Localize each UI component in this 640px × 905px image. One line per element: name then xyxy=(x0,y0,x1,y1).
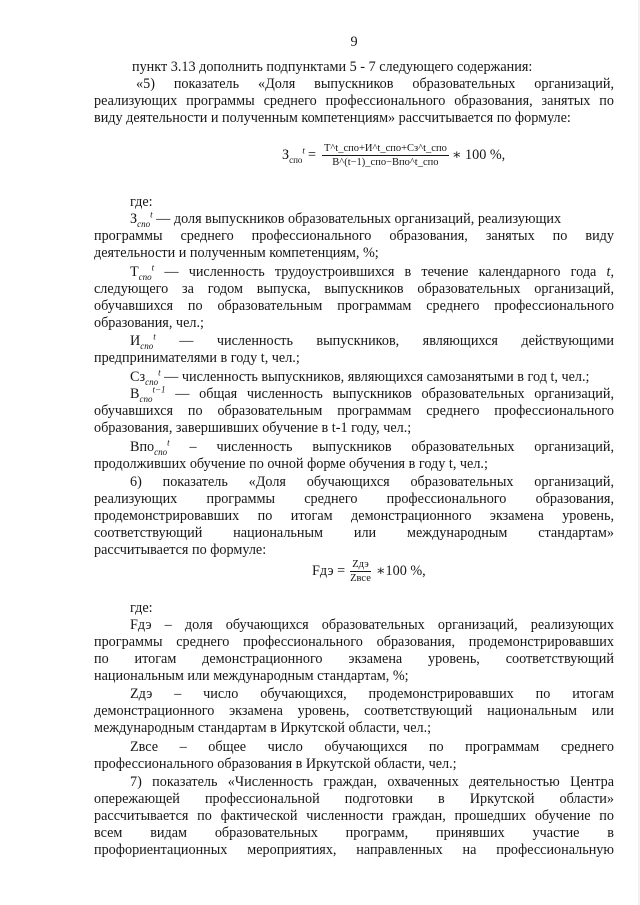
def-t-line3: обучавшихся по образовательным программам среднего профессионального xyxy=(94,298,614,314)
def-zall-line2: профессионального образования в Иркутской области, чел.; xyxy=(94,756,457,772)
def-v-line2: продолживших обучение по очной форме обучения в году t, чел.; xyxy=(94,456,488,472)
def-b-line3: образования, завершивших обучение в t-1 году, чел.; xyxy=(94,420,412,436)
def-z-line3: деятельности и полученным компетенциям, %; xyxy=(94,245,379,261)
def-zde-line3: международным стандартам в Иркутской области, чел.; xyxy=(94,720,432,736)
def-t-line1: $Т_{спо}^t$ — численность трудоустроившихся в течение календарного года t, xyxy=(130,262,614,282)
where-label-1: где: xyxy=(130,194,153,210)
formula-employment-share: $З_{спо}^t$ = $\frac{\text{T\textasciicircum{}t\_спо+И\textasciicircum{}t\_спо+Сз\textasciicircum{}t\_спо}}{\text{В\textasciicircum{}(t−1)\_спо−Впо\textasciicircum{}t\_спо}}$ ∗ 100 %, xyxy=(282,143,506,168)
def-fde-line3: по итогам демонстрационного экзамена уровень, соответствующий xyxy=(94,651,614,667)
formula2-lhs: Fдэ = xyxy=(312,562,346,579)
def-v-line1: Впо$_{спо}^t$ – численность выпускников образовательных организаций, xyxy=(130,437,615,457)
formula1-denominator: В^(t−1)_спо−Впо^t_спо xyxy=(332,157,439,168)
item6-line5: рассчитывается по формуле: xyxy=(94,542,267,558)
item7-line4: всем видам образовательных программ, принявших участие в xyxy=(94,825,614,841)
item6-line2: реализующих программы среднего профессионального образования, xyxy=(94,491,614,507)
formula1-numerator: T^t_спо+И^t_спо+Сз^t_спо xyxy=(323,143,447,154)
formula2-numerator: Zдэ xyxy=(352,559,369,570)
item5-line2: реализующих программы среднего профессионального образования, занятых по xyxy=(94,93,614,109)
def-zde-line2: демонстрационного экзамена уровень, соответствующий национальным или xyxy=(94,703,614,719)
formula1-lhs: $З_{спо}^t$ xyxy=(282,145,305,165)
item5-line1: «5) показатель «Доля выпускников образовательных организаций, xyxy=(136,76,614,92)
item6-line1: 6) показатель «Доля обучающихся образовательных организаций, xyxy=(130,474,614,490)
def-t-line4: образования, чел.; xyxy=(94,315,204,331)
formula-exam-share xyxy=(312,558,426,585)
def-zde-line1: Zдэ – число обучающихся, продемонстрировавших по итогам xyxy=(130,686,614,702)
item5-line3: виду деятельности и полученным компетенциям» рассчитывается по формуле: xyxy=(94,110,571,126)
def-zall-line1: Zвсе – общее число обучающихся по программам среднего xyxy=(130,739,614,755)
def-z-line1: $З_{спо}^t$ — доля выпускников образовательных организаций, реализующих xyxy=(130,209,562,229)
item6-line3: продемонстрировавших по итогам демонстрационного экзамена уровень, xyxy=(94,508,614,524)
def-i-line2: предпринимателями в году t, чел.; xyxy=(94,350,300,366)
def-fde-line1: Fдэ – доля обучающихся образовательных организаций, реализующих xyxy=(130,617,614,633)
formula2-rhs: ∗100 %, xyxy=(375,562,426,579)
def-fde-line4: национальным или международным стандартам, %; xyxy=(94,668,409,684)
def-t-line2: следующего за годом выпуска, выпускников образовательных организаций, xyxy=(94,281,614,297)
item7-line5: профориентационных мероприятиях, направленных на профессиональную xyxy=(94,842,614,858)
formula2-fraction xyxy=(348,558,373,585)
def-b-line2: обучавшихся по образовательным программам среднего профессионального xyxy=(94,403,614,419)
where-label-2: где: xyxy=(130,600,153,616)
def-z-line2: программы среднего профессионального образования, занятых по виду xyxy=(94,228,614,244)
item7-line1: 7) показатель «Численность граждан, охваченных деятельностью Центра xyxy=(130,774,614,790)
item6-line4: соответствующий национальным или международным стандартам» xyxy=(94,525,614,541)
def-b-line1: $В_{спо}^{t-1}$ — общая численность выпускников образовательных организаций, xyxy=(130,384,614,404)
intro-paragraph: пункт 3.13 дополнить подпунктами 5 - 7 следующего содержания: xyxy=(132,59,533,75)
def-fde-line2: программы среднего профессионального образования, продемонстрировавших xyxy=(94,634,614,650)
formula1-rhs: ∗ 100 %, xyxy=(451,146,506,163)
formula2-denominator: Zвсе xyxy=(350,573,371,584)
page-number: 9 xyxy=(350,34,358,50)
item7-line2: опережающей профессиональной подготовки в Иркутской области» xyxy=(94,791,614,807)
item7-line3: рассчитывается по фактической численности граждан, прошедших обучение по xyxy=(94,808,614,824)
formula1-fraction xyxy=(322,142,449,169)
def-s-line1: $Сз_{спо}^t$ — численность выпускников, являющихся самозанятыми в год t, чел.; xyxy=(130,367,590,387)
def-i-line1: $И_{спо}^t$ — численность выпускников, являющихся действующими xyxy=(130,331,615,351)
